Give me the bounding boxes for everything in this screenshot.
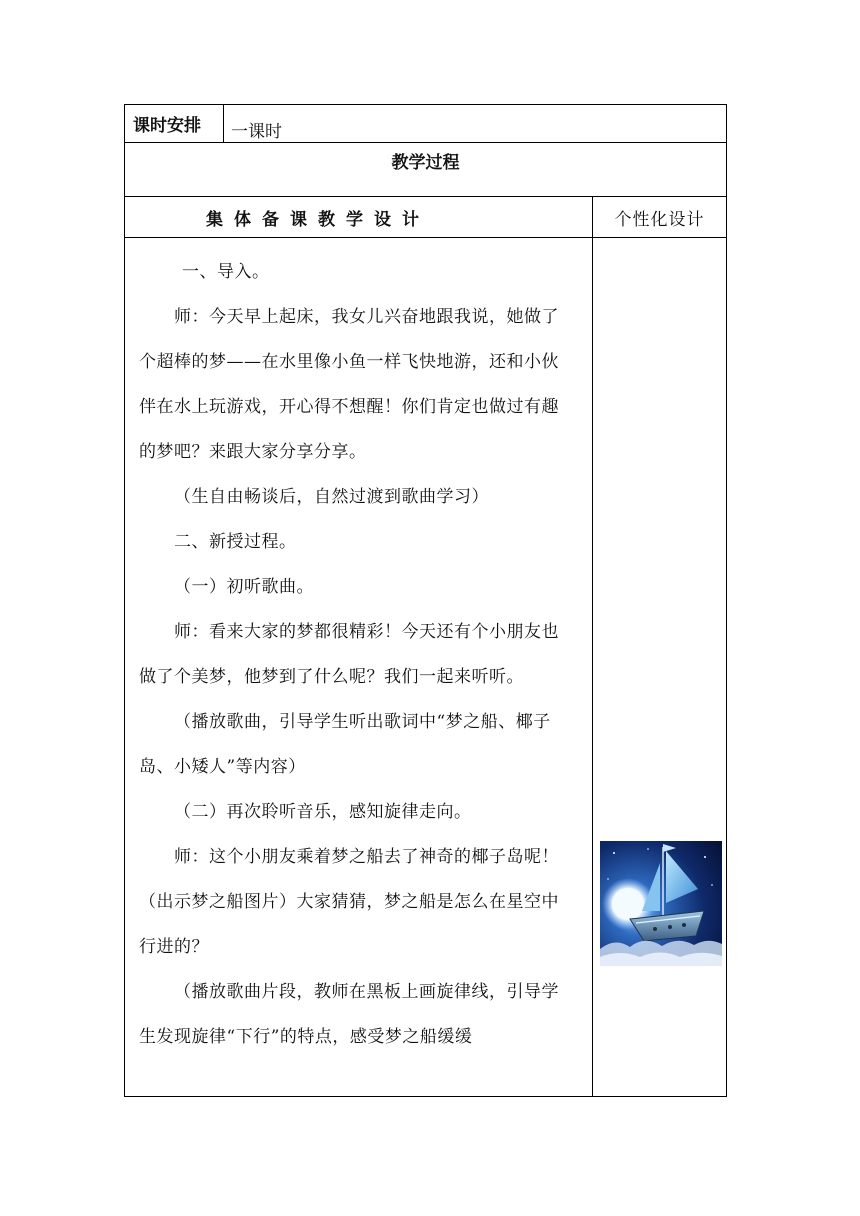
content-paragraph: 师：这个小朋友乘着梦之船去了神奇的椰子岛呢！（出示梦之船图片）大家猜猜，梦之船是怎么在星空中行进的？ bbox=[139, 847, 559, 957]
content-paragraph: 师：今天早上起床，我女儿兴奋地跟我说，她做了个超棒的梦——在水里像小鱼一样飞快地游，还和小伙伴在水上玩游戏，开心得不想醒！你们肯定也做过有趣的梦吧？来跟大家分享分享。 bbox=[139, 307, 559, 462]
content-paragraph: （播放歌曲，引导学生听出歌词中“梦之船、椰子岛、小矮人”等内容） bbox=[139, 712, 551, 777]
column-header-row bbox=[125, 197, 727, 238]
schedule-value: 一课时 bbox=[224, 105, 727, 143]
content-paragraph: 二、新授过程。 bbox=[174, 532, 297, 552]
content-paragraph: （一）初听歌曲。 bbox=[174, 577, 314, 597]
process-title-row bbox=[125, 143, 727, 197]
personalized-design-header: 个性化设计 bbox=[593, 197, 727, 238]
personalized-design-cell bbox=[593, 238, 727, 1097]
dream-ship-illustration bbox=[600, 841, 722, 966]
content-paragraph: 一、导入。 bbox=[182, 262, 270, 282]
content-paragraph: （生自由畅谈后，自然过渡到歌曲学习） bbox=[174, 487, 489, 507]
content-paragraph: （二）再次聆听音乐，感知旋律走向。 bbox=[174, 802, 472, 822]
lesson-content bbox=[125, 238, 593, 1097]
schedule-label: 课时安排 bbox=[125, 105, 224, 143]
content-paragraph: 师：看来大家的梦都很精彩！今天还有个小朋友也做了个美梦，他梦到了什么呢？我们一起来听听。 bbox=[139, 622, 559, 687]
content-row bbox=[125, 238, 727, 1097]
lesson-plan-table bbox=[124, 104, 727, 1097]
content-paragraph: （播放歌曲片段，教师在黑板上画旋律线，引导学生发现旋律“下行”的特点，感受梦之船缓缓 bbox=[139, 982, 559, 1047]
process-title: 教学过程 bbox=[125, 143, 727, 197]
schedule-row bbox=[125, 105, 727, 143]
collective-design-header: 集体备课教学设计 bbox=[125, 197, 593, 238]
